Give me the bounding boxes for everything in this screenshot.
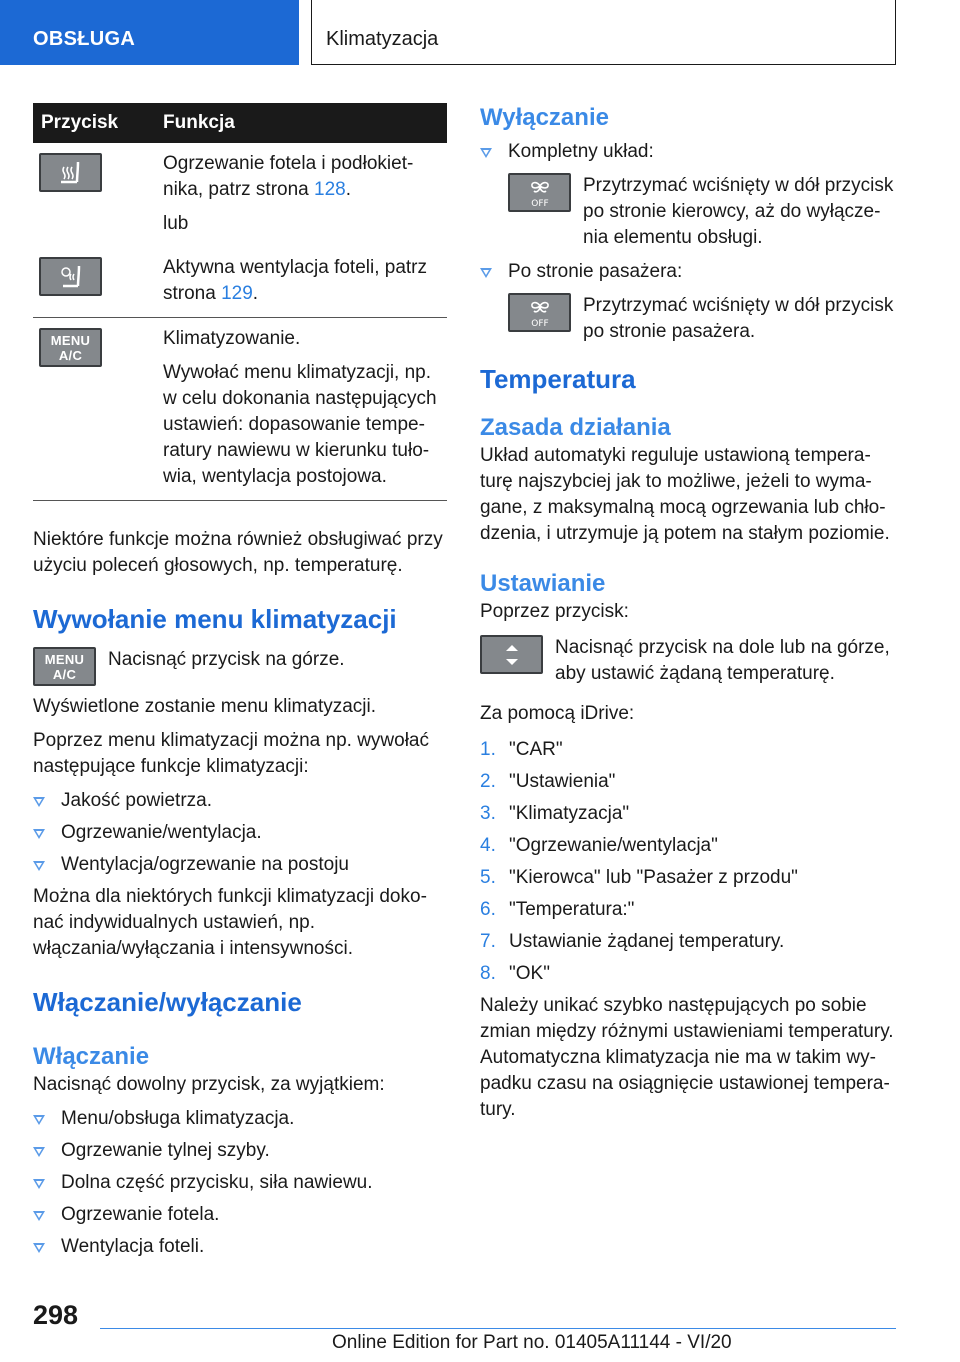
heading-off: Wyłączanie — [480, 104, 609, 131]
closing-text: Należy unikać szybko następujących po sobie zmian między różnymi ustawieniami temperatury. Automatyczna klimatyzacja nie ma w takim wypadku czasu na osiągnięcie ustawionej temperatury. — [480, 995, 894, 1120]
button-text: Nacisnąć przycisk na dole lub na górze, aby ustawić żądaną temperaturę. — [555, 637, 890, 684]
row3-text: Wywołać menu klimatyzacji, np. w celu dokonania następujących ustawień: dopasowanie temperatury nawiewu w kierunku tułowia, wentylacja postojowa. — [163, 362, 437, 487]
fan-off-icon — [508, 173, 571, 212]
menu-ac-icon — [39, 328, 102, 367]
row1-text: Ogrzewanie fotela i podłokietnika, patrz strona — [163, 153, 414, 200]
svg-text:OFF: OFF — [530, 318, 549, 329]
heading-on-off: Włączanie/wyłączanie — [33, 987, 302, 1017]
table-header-function: Funkcja — [155, 103, 447, 143]
section-title: OBSŁUGA — [33, 28, 136, 50]
menu-ac-icon: MENU A/C — [33, 647, 96, 686]
list-item: Dolna część przycisku, siła nawiewu. — [33, 1170, 447, 1196]
temperature-updown-icon — [480, 635, 543, 674]
seat-ventilation-icon — [39, 257, 102, 296]
heading-setting: Ustawianie — [480, 570, 606, 597]
list-item: Menu/obsługa klimatyzacja. — [33, 1106, 447, 1132]
heading-on: Włączanie — [33, 1043, 150, 1070]
list-item: Ogrzewanie fotela. — [33, 1202, 447, 1228]
off-item1-text: Przytrzymać wciśnięty w dół przycisk po stronie kierowcy, aż do wyłączenia elementu obsługi. — [583, 175, 894, 248]
triangle-bullet-icon — [480, 268, 492, 278]
chapter-title: Klimatyzacja — [326, 28, 439, 50]
principle-text: Układ automatyki reguluje ustawioną temperaturę najszybciej jak to możliwe, jeżeli to wymagane, z maksymalną mocą ogrzewania lub chłodzenia, i utrzymuje ją potem na stałym poziomie. — [480, 445, 890, 544]
menu-shown-text: Wyświetlone zostanie menu klimatyzacji. — [33, 696, 377, 717]
list-item: Ogrzewanie/wentylacja. — [33, 820, 447, 846]
intro-text: Niektóre funkcje można również obsługiwać przy użyciu poleceń głosowych, np. temperaturę. — [33, 529, 443, 576]
triangle-bullet-icon — [33, 829, 45, 839]
off-list — [480, 139, 896, 345]
menu-ac-label: MENU A/C — [50, 332, 91, 363]
heading-temperature: Temperatura — [480, 364, 636, 394]
menu-via-text: Poprzez menu klimatyzacji można np. wywołać następujące funkcje klimatyzacji: — [33, 730, 429, 777]
button-function-table: Przycisk Funkcja Ogrzewanie fotela i podłokietnika, patrz strona 128. lub Aktywna wentylacja foteli, patrz strona 129. MENU A/C Klimatyzowanie. Wywołać menu klimatyzacji, np. w celu dokonania następujących ustawień: dopasowanie temperatury nawiewu w kierunku tułowia, wentylacja postojowa. — [33, 103, 447, 501]
via-button-text: Poprzez przycisk: — [480, 601, 629, 622]
triangle-bullet-icon — [33, 1243, 45, 1253]
page-link-128[interactable]: 128 — [314, 179, 346, 200]
svg-text:OFF: OFF — [530, 198, 549, 209]
row3-title: Klimatyzowanie. — [163, 328, 301, 349]
list-item: Wentylacja foteli. — [33, 1234, 447, 1260]
list-item: 6. "Temperatura:" — [480, 899, 635, 920]
list-item: Kompletny układ: OFF Przytrzymać wciśnięty w dół przycisk po stronie kierowcy, aż do wyłączenia elementu obsługi. — [480, 139, 896, 251]
list-item: Po stronie pasażera: OFF Przytrzymać wciśnięty w dół przycisk po stronie pasażera. — [480, 259, 896, 345]
section-tab — [0, 0, 299, 65]
triangle-bullet-icon — [33, 861, 45, 871]
list-item: 5. "Kierowca" lub "Pasażer z przodu" — [480, 867, 798, 888]
footer-divider — [100, 1328, 896, 1329]
list-item: 8. "OK" — [480, 963, 550, 984]
fan-off-icon — [508, 293, 571, 332]
triangle-bullet-icon — [33, 797, 45, 807]
list-item: 2. "Ustawienia" — [480, 771, 616, 792]
chapter-tab — [311, 0, 896, 65]
left-column — [33, 103, 447, 1266]
off-item2-text: Przytrzymać wciśnięty w dół przycisk po stronie pasażera. — [583, 295, 894, 342]
row2-text: Aktywna wentylacja foteli, patrz strona — [163, 257, 428, 304]
list-item: 3. "Klimatyzacja" — [480, 803, 630, 824]
menu-press-text: Nacisnąć przycisk na górze. — [108, 649, 345, 670]
table-header-button: Przycisk — [33, 103, 155, 143]
idrive-steps-list — [480, 737, 896, 987]
list-item: 7. Ustawianie żądanej temperatury. — [480, 931, 785, 952]
list-item: Wentylacja/ogrzewanie na postoju — [33, 852, 447, 878]
via-idrive-text: Za pomocą iDrive: — [480, 703, 635, 724]
heading-principle: Zasada działania — [480, 414, 671, 441]
list-item: Ogrzewanie tylnej szyby. — [33, 1138, 447, 1164]
right-column — [480, 103, 896, 1123]
menu-functions-list — [33, 788, 447, 878]
or-text: lub — [163, 213, 189, 234]
list-item: 4. "Ogrzewanie/wentylacja" — [480, 835, 718, 856]
heading-menu: Wywołanie menu klimatyzacji — [33, 604, 397, 634]
triangle-bullet-icon — [33, 1147, 45, 1157]
on-text: Nacisnąć dowolny przycisk, za wyjątkiem: — [33, 1074, 385, 1095]
triangle-bullet-icon — [33, 1115, 45, 1125]
page-number: 298 — [33, 1300, 79, 1330]
page-link-129[interactable]: 129 — [221, 283, 253, 304]
on-exceptions-list — [33, 1106, 447, 1260]
triangle-bullet-icon — [33, 1179, 45, 1189]
seat-heating-icon — [39, 153, 102, 192]
list-item: 1. "CAR" — [480, 739, 563, 760]
triangle-bullet-icon — [480, 148, 492, 158]
menu-note-text: Można dla niektórych funkcji klimatyzacji dokonać indywidualnych ustawień, np. włączania/wyłączania i intensywności. — [33, 886, 427, 959]
footer-edition: Online Edition for Part no. 01405A11144 - VI/20 — [332, 1332, 732, 1353]
triangle-bullet-icon — [33, 1211, 45, 1221]
list-item: Jakość powietrza. — [33, 788, 447, 814]
